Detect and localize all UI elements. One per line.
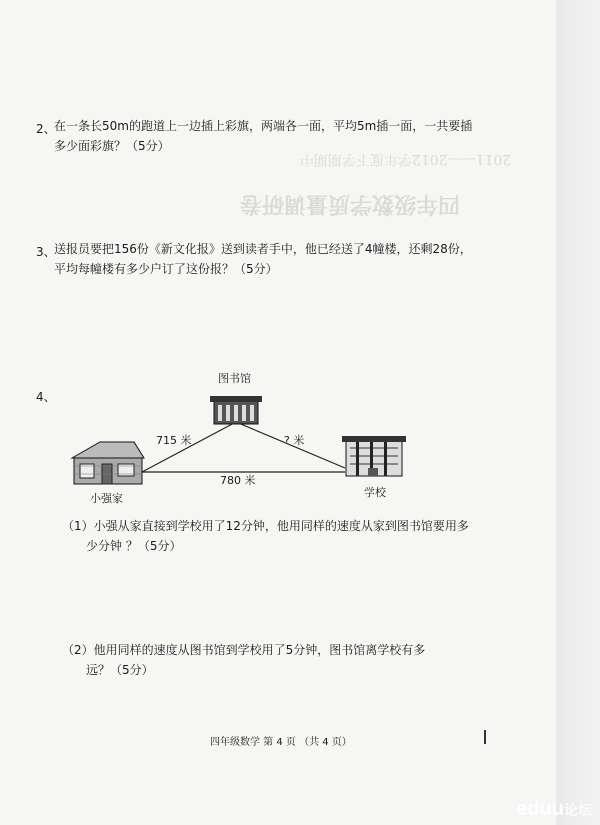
watermark-brand: eduu	[516, 798, 564, 820]
question-4-part-1	[62, 516, 469, 556]
bleed-through-year: 2011——2012学年度下学期期中	[300, 151, 512, 167]
school-icon	[342, 436, 406, 476]
q3-number: 3、	[36, 245, 56, 259]
q3-line-2: 平均每幢楼有多少户订了这份报？（5分）	[54, 262, 278, 276]
margin-mark	[484, 730, 486, 744]
school-label: 学校	[364, 486, 386, 499]
page-footer: 四年级数学 第 4 页 （共 4 页）	[210, 737, 352, 748]
question-2	[54, 116, 472, 156]
q2-line-2: 多少面彩旗？（5分）	[54, 139, 170, 153]
q4-sub2-line-1: （2）他用同样的速度从图书馆到学校用了5分钟，图书馆离学校有多	[62, 643, 426, 657]
watermark-suffix: 论坛	[564, 802, 592, 818]
q3-line-1: 送报员要把156份《新文化报》送到读者手中，他已经送了4幢楼，还剩28份，	[54, 242, 472, 256]
question-4-part-2	[62, 640, 425, 680]
question-3	[54, 239, 472, 279]
q4-sub2-line-2: 远？（5分）	[86, 663, 154, 677]
home-label: 小强家	[90, 492, 123, 505]
next-page-edge	[556, 0, 600, 825]
q2-number: 2、	[36, 122, 56, 136]
house-icon	[72, 442, 144, 484]
q4-number: 4、	[36, 390, 56, 404]
distance-home-library: 715 米	[156, 434, 192, 447]
q2-line-1: 在一条长50m的跑道上一边插上彩旗，两端各一面，平均5m插一面，一共要插	[54, 119, 473, 133]
library-label: 图书馆	[218, 372, 251, 385]
q4-sub1-line-1: （1）小强从家直接到学校用了12分钟，他用同样的速度从家到图书馆要用多	[62, 519, 469, 533]
distance-library-school: ? 米	[284, 434, 305, 447]
site-watermark	[516, 798, 592, 821]
q4-sub1-line-2: 少分钟 ？（5分）	[86, 539, 182, 553]
distance-home-school: 780 米	[220, 474, 256, 487]
library-icon	[210, 396, 262, 424]
route-diagram	[60, 372, 420, 506]
bleed-through-title: 四年级数学质量调研卷	[240, 191, 461, 217]
